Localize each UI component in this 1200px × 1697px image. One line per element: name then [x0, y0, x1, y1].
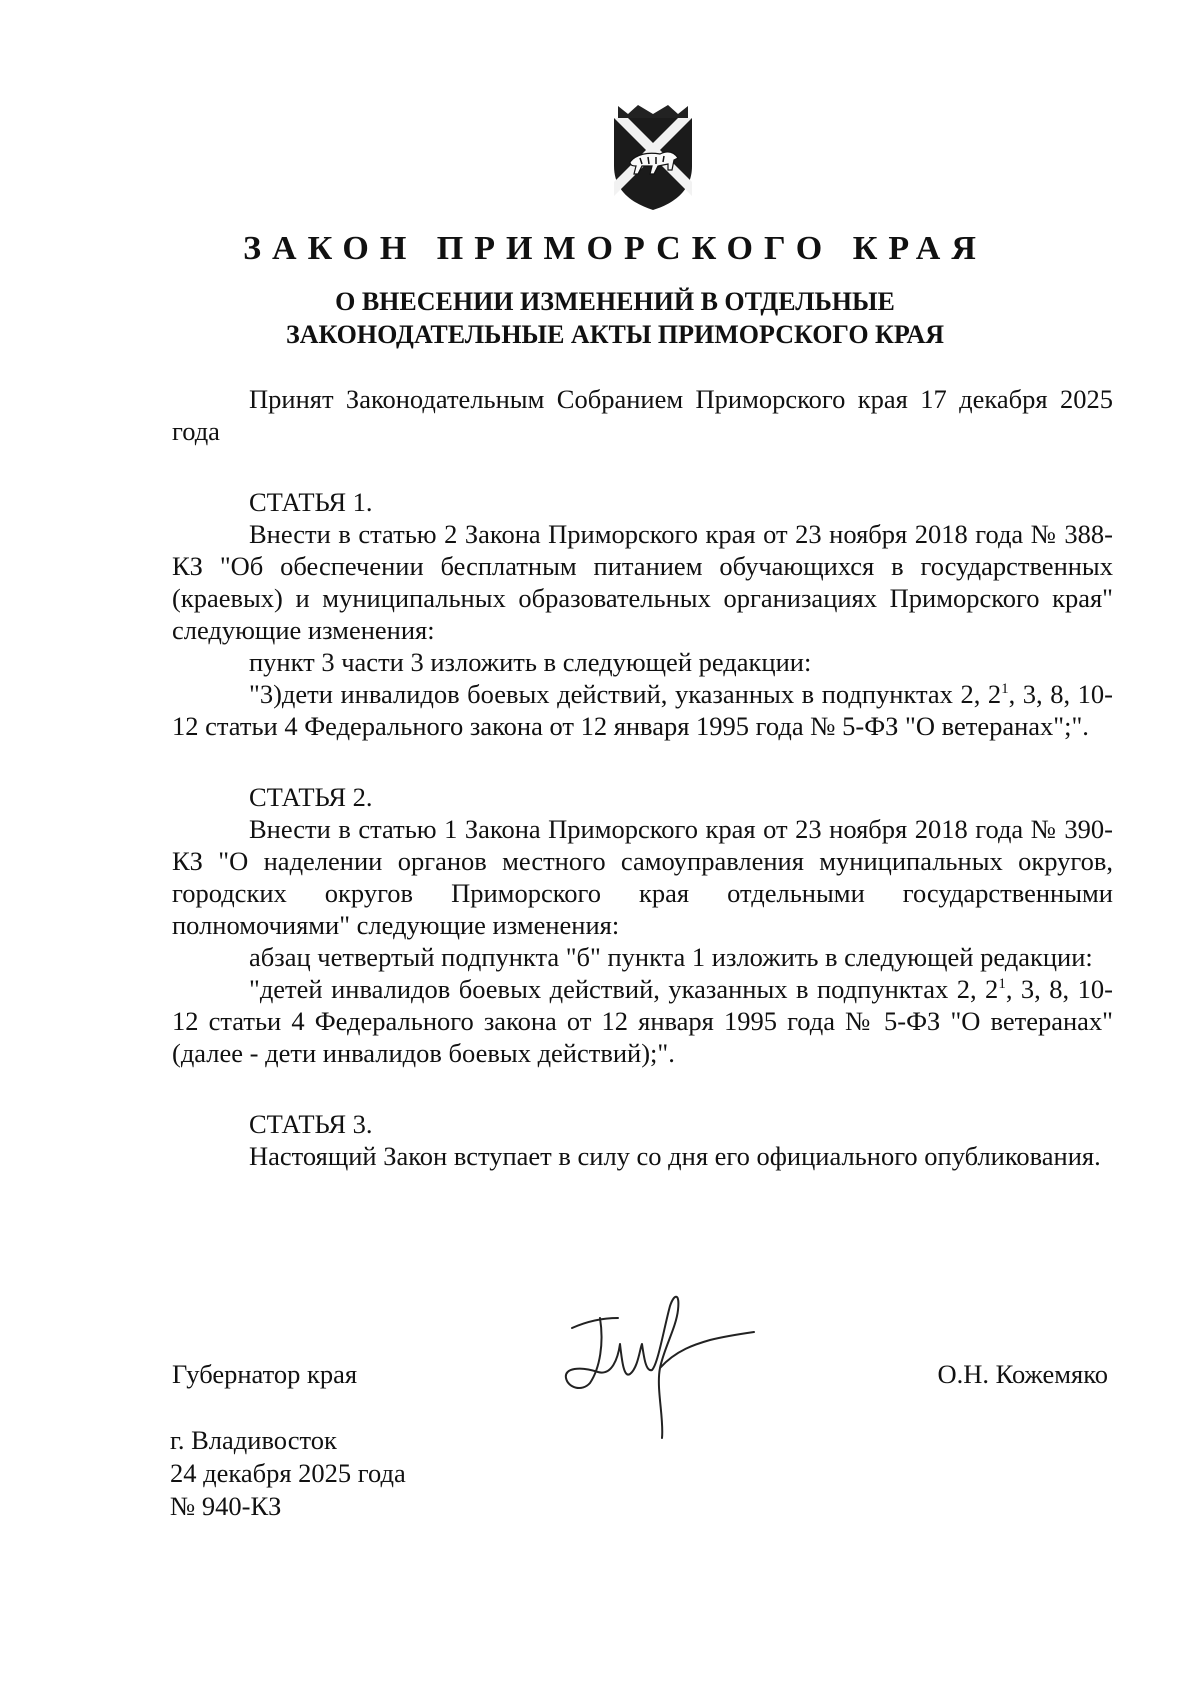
footer-city: г. Владивосток: [170, 1425, 337, 1455]
article-3-text: Настоящий Закон вступает в силу со дня его официального опубликования.: [249, 1141, 1101, 1171]
adoption-statement: Принят Законодательным Собранием Приморского края 17 декабря 2025 года: [172, 384, 1113, 446]
signatory-name: О.Н. Кожемяко: [937, 1359, 1108, 1389]
document-footer: [170, 1424, 406, 1523]
coat-of-arms-emblem: [608, 104, 698, 212]
article-2-clause: абзац четвертый подпункта "б" пункта 1 изложить в следующей редакции:: [249, 942, 1093, 972]
document-subtitle: [0, 285, 1200, 351]
article-2-intro: Внести в статью 1 Закона Приморского края от 23 ноября 2018 года № 390-КЗ "О наделении органов местного самоуправления муниципальных округов, городских округов Приморского края отдельными государственными полномочиями" следующие изменения:: [172, 814, 1113, 940]
handwritten-signature: [560, 1288, 760, 1448]
article-2-quote: "детей инвалидов боевых действий, указанных в подпунктах 2, $2^1$, 3, 8, 10-12 статьи 4 Федерального закона от 12 января 1995 года № 5-ФЗ "О ветеранах" (далее - дети инвалидов боевых действий);".: [172, 974, 1113, 1068]
article-3-heading: СТАТЬЯ 3.: [249, 1109, 373, 1139]
subtitle-line-1: О ВНЕСЕНИИ ИЗМЕНЕНИЙ В ОТДЕЛЬНЫЕ: [335, 287, 895, 316]
subtitle-line-2: ЗАКОНОДАТЕЛЬНЫЕ АКТЫ ПРИМОРСКОГО КРАЯ: [285, 320, 945, 349]
signatory-position: Губернатор края: [172, 1359, 358, 1389]
document-title: ЗАКОН ПРИМОРСКОГО КРАЯ: [243, 230, 987, 267]
article-1-quote: "3)дети инвалидов боевых действий, указанных в подпунктах 2, $2^1$, 3, 8, 10-12 статьи 4 Федерального закона от 12 января 1995 года № 5-ФЗ "О ветеранах";".: [172, 679, 1113, 741]
document-body: [172, 383, 1113, 1172]
article-2-heading: СТАТЬЯ 2.: [249, 782, 373, 812]
article-1-intro: Внести в статью 2 Закона Приморского края от 23 ноября 2018 года № 388-КЗ "Об обеспечении бесплатным питанием обучающихся в государственных (краевых) и муниципальных образовательных организациях Приморского края" следующие изменения:: [172, 519, 1113, 645]
article-1-heading: СТАТЬЯ 1.: [249, 487, 373, 517]
footer-date: 24 декабря 2025 года: [170, 1458, 406, 1488]
article-1-clause: пункт 3 части 3 изложить в следующей редакции:: [249, 647, 812, 677]
footer-number: № 940-КЗ: [170, 1491, 282, 1521]
